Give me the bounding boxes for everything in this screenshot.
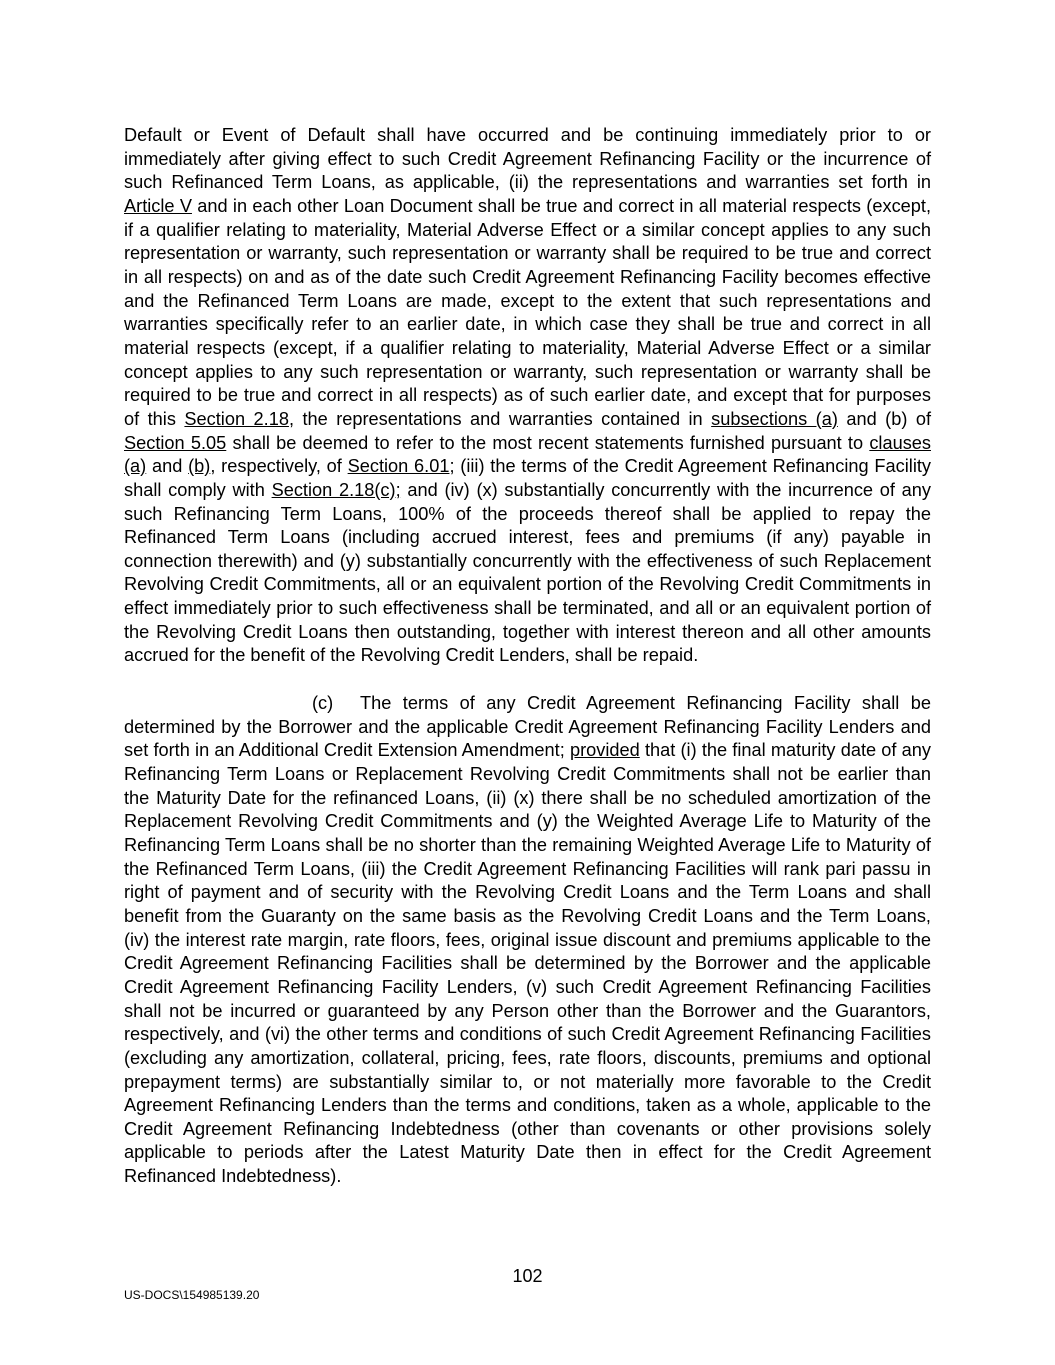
- text-run: The terms of any Credit Agreement Refinancing Facility shall be determined by the Borrower and the applicable Credit Agreement Refinancing Facility Lenders and set forth in an Additional Credit Extension Amendment;: [124, 693, 931, 761]
- clause-label: (c): [312, 693, 334, 713]
- body-paragraph-continued: [124, 124, 931, 668]
- cross-reference-article-v: Article V: [124, 195, 192, 216]
- body-paragraph-c: [124, 692, 931, 1189]
- defined-term-provided: provided: [569, 740, 640, 761]
- text-run: and: [146, 456, 189, 477]
- text-run: Default or Event of Default shall have occurred and be continuing immediately prior to or immediately after giving effect to such Credit Agreement Refinancing Facility or the incurrence of such Refinanced Term Loans, as applicable, (ii) the representations and warranties set forth in: [124, 125, 931, 193]
- document-id: US-DOCS\154985139.20: [124, 1288, 260, 1302]
- page-number: 102: [512, 1266, 543, 1286]
- text-run: and (b) of: [837, 408, 931, 429]
- text-run: and (iv) (x) substantially concurrently with the incurrence of any such Refinancing Term Loans, 100% of the proceeds thereof shall be applied to repay the Refinanced Term Loans (including accrued interest, fees and premiums (if any) payable in connection therewith) and (y) substantially concurrently with the effectiveness of such Replacement Revolving Credit Commitments, all or an equivalent portion of the Revolving Credit Commitments in effect immediately prior to such effectiveness shall be terminated, and all or an equivalent portion of the Revolving Credit Loans then outstanding, together with interest thereon and all other amounts accrued for the benefit of the Revolving Credit Lenders, shall be repaid.: [124, 479, 931, 666]
- text-run: , respectively, of: [210, 456, 348, 477]
- text-run: that (i) the final maturity date of any Refinancing Term Loans or Replacement Revolving Credit Commitments shall not be earlier than the Maturity Date for the refinanced Loans, (ii) (x) there shall be no scheduled amortization of the Replacement Revolving Credit Commitments and (y) the Weighted Average Life to Maturity of the Refinancing Term Loans shall be no shorter than the remaining Weighted Average Life to Maturity of the Refinanced Term Loans, (iii) the Credit Agreement Refinancing Facilities will rank pari passu in right of payment and of security with the Revolving Credit Loans and the Term Loans and shall benefit from the Guaranty on the same basis as the Revolving Credit Loans and the Term Loans, (iv) the interest rate margin, rate floors, fees, original issue discount and premiums applicable to the Credit Agreement Refinancing Facilities shall be determined by the Borrower and the applicable Credit Agreement Refinancing Facility Lenders, (v) such Credit Agreement Refinancing Facilities shall not be incurred or guaranteed by any Person other than the Borrower and the Guarantors, respectively, and (vi) the other terms and conditions of such Credit Agreement Refinancing Facilities (excluding any amortization, collateral, pricing, fees, rate floors, discounts, premiums and optional prepayment terms) are substantially similar to, or not materially more favorable to the Credit Agreement Refinancing Lenders than the terms and conditions, taken as a whole, applicable to the Credit Agreement Refinancing Indebtedness (other than covenants or other provisions solely applicable to periods after the Latest Maturity Date then in effect for the Credit Agreement Refinanced Indebtedness).: [124, 740, 931, 1187]
- cross-reference-subsections-a: subsections (a): [711, 408, 838, 429]
- cross-reference-section-5-05: Section 5.05: [124, 432, 227, 453]
- cross-reference-clause-b: (b): [188, 456, 211, 477]
- cross-reference-section-6-01: Section 6.01: [347, 456, 450, 477]
- text-run: , the representations and warranties contained in: [288, 408, 712, 429]
- text-run: shall be deemed to refer to the most recent statements furnished pursuant to: [226, 432, 870, 453]
- text-run: ; (iii) the terms of the Credit Agreement Refinancing Facility shall comply with: [124, 456, 932, 500]
- cross-reference-section-2-18: Section 2.18: [184, 408, 289, 429]
- cross-reference-section-2-18-c: Section 2.18(c);: [271, 479, 401, 500]
- text-run: and in each other Loan Document shall be true and correct in all material respects (except, if a qualifier relating to materiality, Material Adverse Effect or a similar concept applies to any such representation or warranty, such representation or warranty shall be required to be true and correct in all respects) on and as of the date such Credit Agreement Refinancing Facility becomes effective and the Refinanced Term Loans are made, except to the extent that such representations and warranties specifically refer to an earlier date, in which case they shall be true and correct in all material respects (except, if a qualifier relating to materiality, Material Adverse Effect or a similar concept applies to any such representation or warranty, such representation or warranty shall be required to be true and correct in all respects) as of such earlier date, and except that for purposes of this: [124, 195, 931, 429]
- cross-reference-clauses-a: clauses (a): [124, 432, 931, 477]
